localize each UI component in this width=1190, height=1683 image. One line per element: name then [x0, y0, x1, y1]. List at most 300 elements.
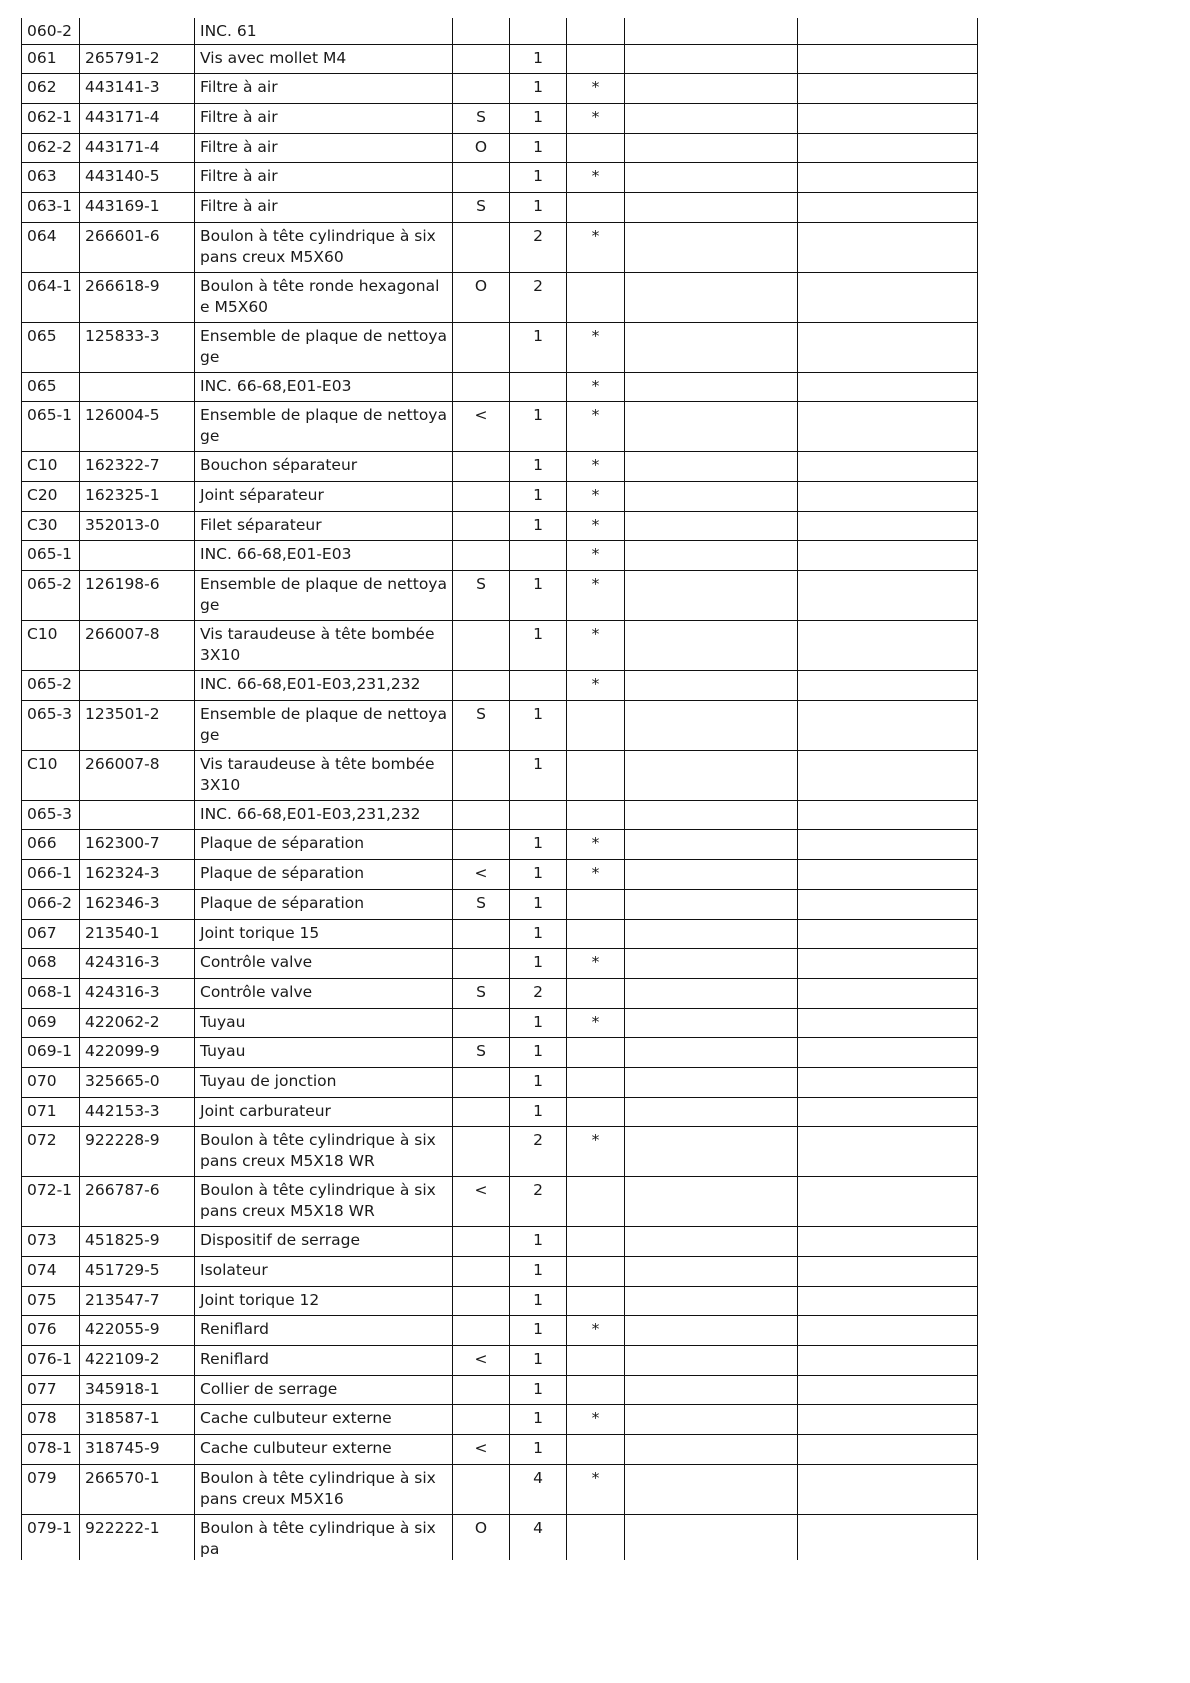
extra-cell-2: [798, 541, 978, 571]
table-row: [22, 1405, 978, 1435]
note-cell: S: [453, 571, 510, 621]
mark-cell: [567, 1227, 625, 1257]
extra-cell-2: [798, 800, 978, 830]
description-cell: Plaque de séparation: [195, 830, 453, 860]
note-cell: S: [453, 103, 510, 133]
extra-cell-1: [625, 621, 798, 671]
extra-cell-2: [798, 1464, 978, 1514]
mark-cell: [567, 978, 625, 1008]
description-cell: Joint séparateur: [195, 482, 453, 512]
quantity-cell: 1: [510, 571, 567, 621]
part-number-cell: 265791-2: [80, 44, 195, 74]
ref-cell: 065: [22, 372, 80, 402]
quantity-cell: 1: [510, 1286, 567, 1316]
note-cell: O: [453, 133, 510, 163]
note-cell: S: [453, 889, 510, 919]
table-row: [22, 1514, 978, 1560]
mark-cell: *: [567, 372, 625, 402]
mark-cell: *: [567, 949, 625, 979]
mark-cell: [567, 1435, 625, 1465]
quantity-cell: 1: [510, 1227, 567, 1257]
mark-cell: [567, 133, 625, 163]
mark-cell: *: [567, 541, 625, 571]
note-cell: [453, 18, 510, 44]
description-cell: Cache culbuteur externe: [195, 1405, 453, 1435]
part-number-cell: 162324-3: [80, 860, 195, 890]
extra-cell-2: [798, 482, 978, 512]
extra-cell-2: [798, 1514, 978, 1560]
description-cell: Reniflard: [195, 1346, 453, 1376]
note-cell: [453, 750, 510, 800]
note-cell: [453, 1097, 510, 1127]
mark-cell: *: [567, 74, 625, 104]
note-cell: [453, 1316, 510, 1346]
mark-cell: [567, 800, 625, 830]
part-number-cell: 345918-1: [80, 1375, 195, 1405]
mark-cell: *: [567, 482, 625, 512]
description-cell: INC. 66-68,E01-E03: [195, 372, 453, 402]
mark-cell: [567, 750, 625, 800]
note-cell: [453, 1286, 510, 1316]
description-cell: Tuyau: [195, 1008, 453, 1038]
quantity-cell: 1: [510, 482, 567, 512]
ref-cell: 078: [22, 1405, 80, 1435]
quantity-cell: 1: [510, 322, 567, 372]
mark-cell: *: [567, 1008, 625, 1038]
description-cell: Joint torique 12: [195, 1286, 453, 1316]
part-number-cell: 213540-1: [80, 919, 195, 949]
mark-cell: *: [567, 163, 625, 193]
extra-cell-1: [625, 192, 798, 222]
extra-cell-2: [798, 372, 978, 402]
table-row: [22, 541, 978, 571]
quantity-cell: 4: [510, 1514, 567, 1560]
extra-cell-1: [625, 889, 798, 919]
extra-cell-1: [625, 978, 798, 1008]
table-row: [22, 1346, 978, 1376]
description-cell: Vis avec mollet M4: [195, 44, 453, 74]
table-row: [22, 103, 978, 133]
description-cell: Joint carburateur: [195, 1097, 453, 1127]
quantity-cell: 1: [510, 1346, 567, 1376]
part-number-cell: 123501-2: [80, 700, 195, 750]
quantity-cell: 1: [510, 700, 567, 750]
quantity-cell: 1: [510, 103, 567, 133]
table-row: [22, 978, 978, 1008]
parts-table-body: [22, 18, 978, 1560]
description-cell: Contrôle valve: [195, 949, 453, 979]
note-cell: <: [453, 1435, 510, 1465]
mark-cell: *: [567, 1405, 625, 1435]
ref-cell: 068-1: [22, 978, 80, 1008]
description-cell: Ensemble de plaque de nettoyage: [195, 571, 453, 621]
part-number-cell: 442153-3: [80, 1097, 195, 1127]
ref-cell: 067: [22, 919, 80, 949]
ref-cell: 073: [22, 1227, 80, 1257]
mark-cell: *: [567, 511, 625, 541]
table-row: [22, 860, 978, 890]
quantity-cell: 2: [510, 1127, 567, 1177]
note-cell: [453, 1127, 510, 1177]
quantity-cell: 1: [510, 949, 567, 979]
quantity-cell: 1: [510, 511, 567, 541]
extra-cell-2: [798, 571, 978, 621]
note-cell: [453, 1464, 510, 1514]
quantity-cell: 1: [510, 192, 567, 222]
extra-cell-1: [625, 1514, 798, 1560]
table-row: [22, 133, 978, 163]
extra-cell-1: [625, 1177, 798, 1227]
note-cell: S: [453, 1038, 510, 1068]
table-row: [22, 192, 978, 222]
description-cell: Vis taraudeuse à tête bombée 3X10: [195, 750, 453, 800]
extra-cell-1: [625, 452, 798, 482]
part-number-cell: 162322-7: [80, 452, 195, 482]
note-cell: [453, 163, 510, 193]
part-number-cell: 424316-3: [80, 949, 195, 979]
quantity-cell: [510, 800, 567, 830]
note-cell: O: [453, 272, 510, 322]
table-row: [22, 222, 978, 272]
quantity-cell: 1: [510, 1257, 567, 1287]
quantity-cell: 1: [510, 133, 567, 163]
mark-cell: [567, 1067, 625, 1097]
ref-cell: C30: [22, 511, 80, 541]
extra-cell-1: [625, 541, 798, 571]
extra-cell-2: [798, 44, 978, 74]
note-cell: S: [453, 192, 510, 222]
extra-cell-2: [798, 163, 978, 193]
extra-cell-1: [625, 222, 798, 272]
extra-cell-1: [625, 800, 798, 830]
extra-cell-2: [798, 830, 978, 860]
part-number-cell: 922222-1: [80, 1514, 195, 1560]
mark-cell: [567, 1346, 625, 1376]
table-row: [22, 511, 978, 541]
ref-cell: 076-1: [22, 1346, 80, 1376]
extra-cell-1: [625, 750, 798, 800]
mark-cell: [567, 1514, 625, 1560]
extra-cell-1: [625, 272, 798, 322]
description-cell: Filtre à air: [195, 163, 453, 193]
table-row: [22, 163, 978, 193]
extra-cell-1: [625, 1435, 798, 1465]
mark-cell: *: [567, 103, 625, 133]
mark-cell: [567, 1177, 625, 1227]
part-number-cell: [80, 372, 195, 402]
extra-cell-1: [625, 1227, 798, 1257]
ref-cell: 074: [22, 1257, 80, 1287]
ref-cell: 079-1: [22, 1514, 80, 1560]
ref-cell: C10: [22, 621, 80, 671]
mark-cell: [567, 192, 625, 222]
note-cell: [453, 74, 510, 104]
extra-cell-2: [798, 1177, 978, 1227]
quantity-cell: 2: [510, 1177, 567, 1227]
description-cell: Tuyau de jonction: [195, 1067, 453, 1097]
note-cell: [453, 452, 510, 482]
extra-cell-2: [798, 192, 978, 222]
part-number-cell: 443140-5: [80, 163, 195, 193]
ref-cell: 065-3: [22, 700, 80, 750]
ref-cell: 063-1: [22, 192, 80, 222]
quantity-cell: [510, 541, 567, 571]
description-cell: Isolateur: [195, 1257, 453, 1287]
table-row: [22, 372, 978, 402]
extra-cell-1: [625, 1286, 798, 1316]
extra-cell-1: [625, 700, 798, 750]
note-cell: [453, 1405, 510, 1435]
ref-cell: 063: [22, 163, 80, 193]
extra-cell-1: [625, 163, 798, 193]
extra-cell-1: [625, 482, 798, 512]
ref-cell: 062-1: [22, 103, 80, 133]
table-row: [22, 1097, 978, 1127]
part-number-cell: 266618-9: [80, 272, 195, 322]
part-number-cell: 352013-0: [80, 511, 195, 541]
ref-cell: 069: [22, 1008, 80, 1038]
mark-cell: *: [567, 322, 625, 372]
description-cell: INC. 66-68,E01-E03,231,232: [195, 800, 453, 830]
quantity-cell: 1: [510, 1067, 567, 1097]
mark-cell: *: [567, 452, 625, 482]
description-cell: Boulon à tête ronde hexagonale M5X60: [195, 272, 453, 322]
mark-cell: *: [567, 571, 625, 621]
ref-cell: 060-2: [22, 18, 80, 44]
quantity-cell: 4: [510, 1464, 567, 1514]
extra-cell-1: [625, 103, 798, 133]
quantity-cell: 1: [510, 402, 567, 452]
mark-cell: [567, 889, 625, 919]
mark-cell: [567, 1286, 625, 1316]
ref-cell: C20: [22, 482, 80, 512]
table-row: [22, 482, 978, 512]
ref-cell: 066: [22, 830, 80, 860]
description-cell: Filtre à air: [195, 103, 453, 133]
quantity-cell: 1: [510, 1008, 567, 1038]
note-cell: [453, 1008, 510, 1038]
description-cell: Filet séparateur: [195, 511, 453, 541]
table-row: [22, 671, 978, 701]
part-number-cell: 422055-9: [80, 1316, 195, 1346]
mark-cell: [567, 44, 625, 74]
table-row: [22, 1008, 978, 1038]
ref-cell: 065-3: [22, 800, 80, 830]
description-cell: Ensemble de plaque de nettoyage: [195, 402, 453, 452]
part-number-cell: 422062-2: [80, 1008, 195, 1038]
note-cell: [453, 919, 510, 949]
description-cell: Tuyau: [195, 1038, 453, 1068]
mark-cell: [567, 1375, 625, 1405]
description-cell: Joint torique 15: [195, 919, 453, 949]
extra-cell-2: [798, 272, 978, 322]
ref-cell: 065: [22, 322, 80, 372]
part-number-cell: 126004-5: [80, 402, 195, 452]
table-row: [22, 1316, 978, 1346]
table-row: [22, 44, 978, 74]
description-cell: Vis taraudeuse à tête bombée 3X10: [195, 621, 453, 671]
table-row: [22, 18, 978, 44]
extra-cell-1: [625, 44, 798, 74]
table-row: [22, 322, 978, 372]
description-cell: Reniflard: [195, 1316, 453, 1346]
ref-cell: 078-1: [22, 1435, 80, 1465]
part-number-cell: 424316-3: [80, 978, 195, 1008]
extra-cell-2: [798, 1286, 978, 1316]
extra-cell-1: [625, 402, 798, 452]
description-cell: Ensemble de plaque de nettoyage: [195, 322, 453, 372]
extra-cell-1: [625, 830, 798, 860]
part-number-cell: 443169-1: [80, 192, 195, 222]
description-cell: Boulon à tête cylindrique à six pans creux M5X60: [195, 222, 453, 272]
note-cell: [453, 671, 510, 701]
part-number-cell: 266007-8: [80, 750, 195, 800]
part-number-cell: [80, 671, 195, 701]
parts-table: [21, 18, 978, 1560]
mark-cell: *: [567, 1316, 625, 1346]
description-cell: INC. 66-68,E01-E03: [195, 541, 453, 571]
table-row: [22, 402, 978, 452]
description-cell: Bouchon séparateur: [195, 452, 453, 482]
part-number-cell: [80, 18, 195, 44]
quantity-cell: [510, 372, 567, 402]
ref-cell: C10: [22, 750, 80, 800]
part-number-cell: 443171-4: [80, 133, 195, 163]
extra-cell-2: [798, 322, 978, 372]
extra-cell-2: [798, 860, 978, 890]
ref-cell: C10: [22, 452, 80, 482]
mark-cell: *: [567, 621, 625, 671]
table-row: [22, 1464, 978, 1514]
ref-cell: 062-2: [22, 133, 80, 163]
note-cell: O: [453, 1514, 510, 1560]
extra-cell-2: [798, 402, 978, 452]
extra-cell-2: [798, 750, 978, 800]
description-cell: Filtre à air: [195, 74, 453, 104]
extra-cell-2: [798, 978, 978, 1008]
part-number-cell: 125833-3: [80, 322, 195, 372]
table-row: [22, 1257, 978, 1287]
description-cell: Dispositif de serrage: [195, 1227, 453, 1257]
part-number-cell: 266007-8: [80, 621, 195, 671]
mark-cell: *: [567, 402, 625, 452]
ref-cell: 077: [22, 1375, 80, 1405]
part-number-cell: 325665-0: [80, 1067, 195, 1097]
table-row: [22, 571, 978, 621]
description-cell: Ensemble de plaque de nettoyage: [195, 700, 453, 750]
extra-cell-1: [625, 511, 798, 541]
extra-cell-2: [798, 74, 978, 104]
table-row: [22, 800, 978, 830]
mark-cell: [567, 18, 625, 44]
table-row: [22, 1375, 978, 1405]
ref-cell: 066-2: [22, 889, 80, 919]
table-row: [22, 919, 978, 949]
extra-cell-1: [625, 1257, 798, 1287]
extra-cell-2: [798, 511, 978, 541]
ref-cell: 064-1: [22, 272, 80, 322]
table-row: [22, 74, 978, 104]
part-number-cell: 451825-9: [80, 1227, 195, 1257]
note-cell: [453, 621, 510, 671]
extra-cell-1: [625, 860, 798, 890]
description-cell: Contrôle valve: [195, 978, 453, 1008]
extra-cell-1: [625, 133, 798, 163]
extra-cell-2: [798, 919, 978, 949]
mark-cell: [567, 1257, 625, 1287]
quantity-cell: 1: [510, 750, 567, 800]
note-cell: S: [453, 978, 510, 1008]
part-number-cell: 318745-9: [80, 1435, 195, 1465]
extra-cell-2: [798, 1227, 978, 1257]
ref-cell: 065-1: [22, 541, 80, 571]
note-cell: [453, 44, 510, 74]
extra-cell-2: [798, 1316, 978, 1346]
part-number-cell: 266570-1: [80, 1464, 195, 1514]
mark-cell: *: [567, 1127, 625, 1177]
note-cell: <: [453, 1346, 510, 1376]
note-cell: <: [453, 860, 510, 890]
quantity-cell: 1: [510, 1038, 567, 1068]
quantity-cell: 1: [510, 1405, 567, 1435]
table-row: [22, 1227, 978, 1257]
mark-cell: [567, 1038, 625, 1068]
extra-cell-2: [798, 700, 978, 750]
quantity-cell: 1: [510, 1316, 567, 1346]
extra-cell-1: [625, 1375, 798, 1405]
description-cell: Plaque de séparation: [195, 889, 453, 919]
table-row: [22, 949, 978, 979]
quantity-cell: 2: [510, 978, 567, 1008]
extra-cell-2: [798, 949, 978, 979]
quantity-cell: 1: [510, 44, 567, 74]
part-number-cell: 266601-6: [80, 222, 195, 272]
extra-cell-2: [798, 1346, 978, 1376]
note-cell: [453, 1257, 510, 1287]
quantity-cell: 1: [510, 1375, 567, 1405]
description-cell: INC. 66-68,E01-E03,231,232: [195, 671, 453, 701]
extra-cell-2: [798, 621, 978, 671]
quantity-cell: 1: [510, 621, 567, 671]
note-cell: S: [453, 700, 510, 750]
table-row: [22, 1435, 978, 1465]
extra-cell-2: [798, 1435, 978, 1465]
part-number-cell: 126198-6: [80, 571, 195, 621]
note-cell: <: [453, 1177, 510, 1227]
description-cell: Plaque de séparation: [195, 860, 453, 890]
table-row: [22, 889, 978, 919]
extra-cell-1: [625, 1127, 798, 1177]
description-cell: Boulon à tête cylindrique à six pans creux M5X18 WR: [195, 1177, 453, 1227]
description-cell: Collier de serrage: [195, 1375, 453, 1405]
extra-cell-1: [625, 1097, 798, 1127]
extra-cell-1: [625, 322, 798, 372]
table-row: [22, 1286, 978, 1316]
extra-cell-2: [798, 889, 978, 919]
quantity-cell: 1: [510, 860, 567, 890]
description-cell: Filtre à air: [195, 192, 453, 222]
mark-cell: *: [567, 222, 625, 272]
note-cell: [453, 949, 510, 979]
extra-cell-2: [798, 1008, 978, 1038]
part-number-cell: 266787-6: [80, 1177, 195, 1227]
extra-cell-2: [798, 133, 978, 163]
quantity-cell: 1: [510, 452, 567, 482]
description-cell: INC. 61: [195, 18, 453, 44]
description-cell: Boulon à tête cylindrique à six pa: [195, 1514, 453, 1560]
note-cell: [453, 372, 510, 402]
extra-cell-1: [625, 919, 798, 949]
